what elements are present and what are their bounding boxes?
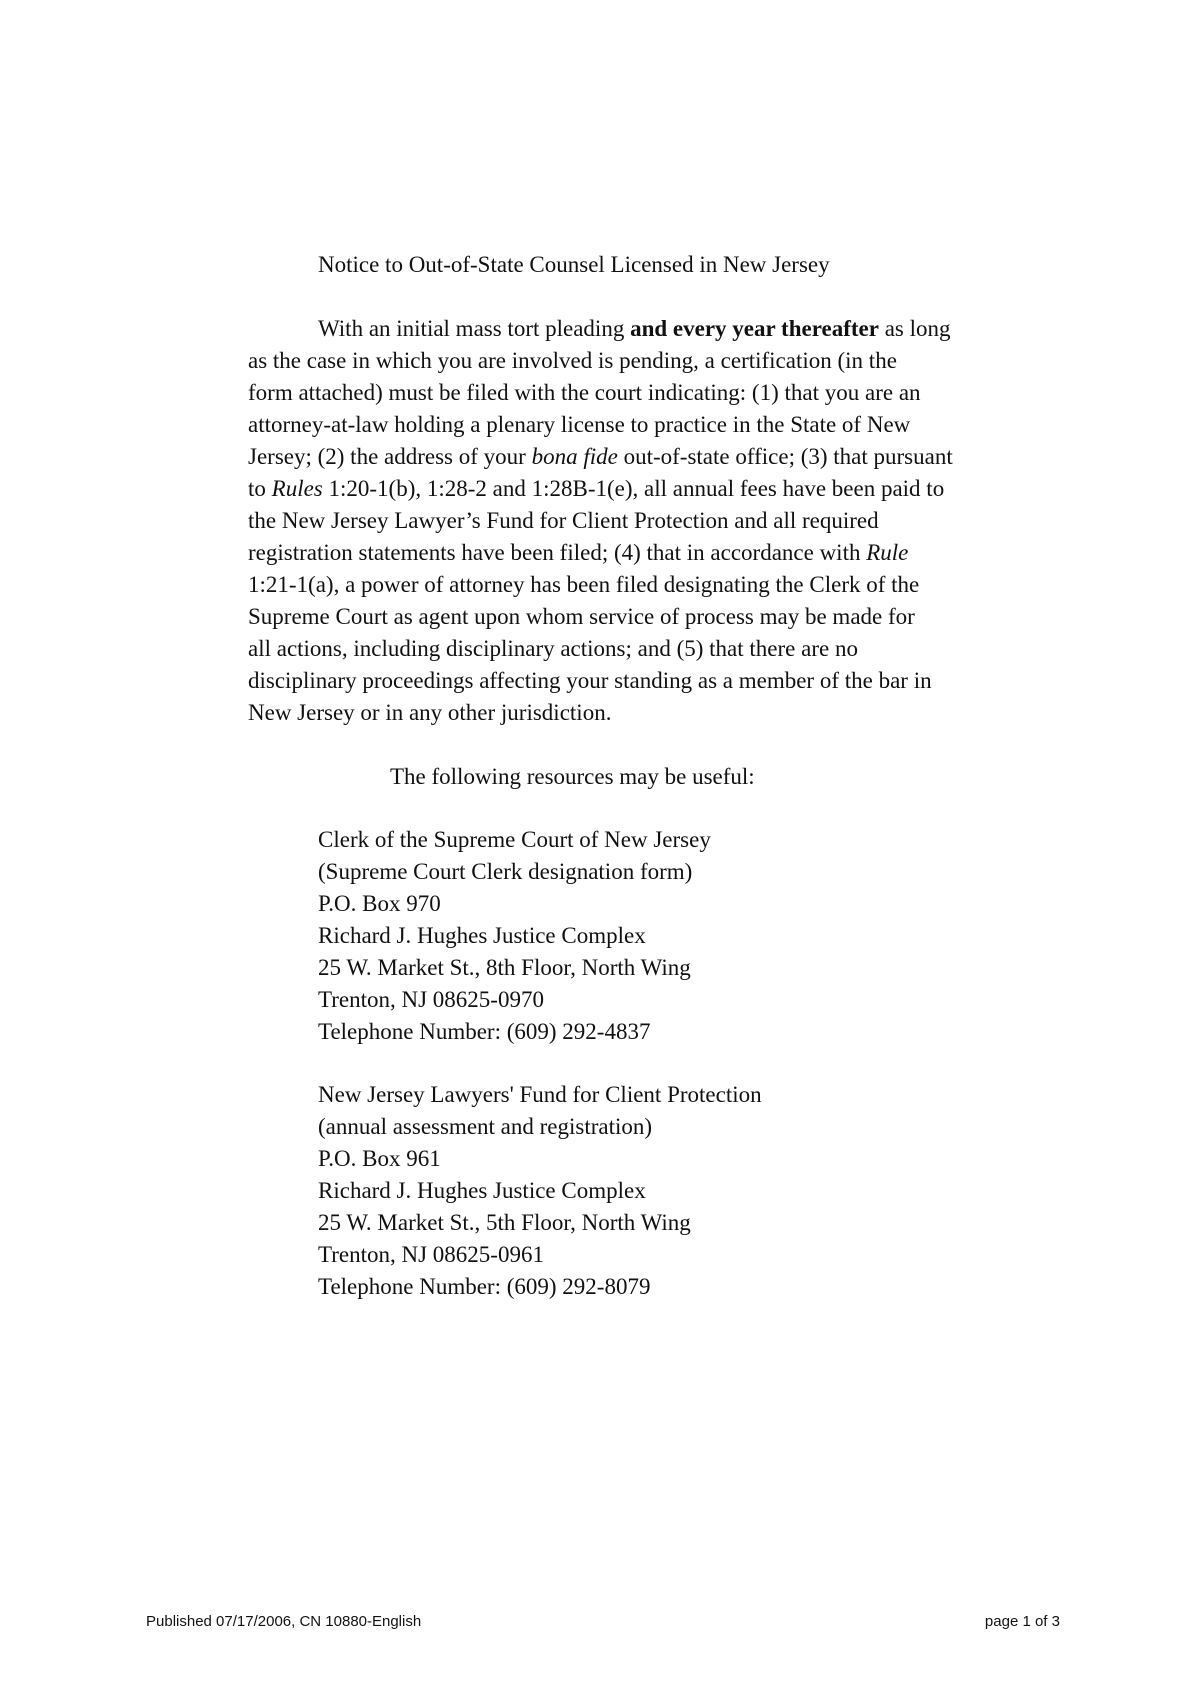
paragraph-line: form attached) must be filed with the court indicating: (1) that you are an	[248, 380, 921, 405]
document-title: Notice to Out-of-State Counsel Licensed in New Jersey	[318, 252, 830, 277]
paragraph-emphasis: and every year thereafter	[630, 316, 879, 341]
paragraph-italic: Rules	[271, 476, 323, 501]
address-block-lawyers-fund	[318, 1079, 762, 1303]
paragraph-line: all actions, including disciplinary actions; and (5) that there are no	[248, 636, 858, 661]
paragraph-line: 1:21-1(a), a power of attorney has been filed designating the Clerk of the	[248, 572, 920, 597]
paragraph-line: the New Jersey Lawyer’s Fund for Client Protection and all required	[248, 508, 879, 533]
paragraph-line	[248, 313, 1038, 345]
address-line: Trenton, NJ 08625-0970	[318, 987, 544, 1012]
address-line: Richard J. Hughes Justice Complex	[318, 1178, 646, 1203]
address-line: P.O. Box 970	[318, 891, 441, 916]
address-block-supreme-court-clerk	[318, 824, 711, 1048]
address-line: P.O. Box 961	[318, 1146, 441, 1171]
paragraph-line: attorney-at-law holding a plenary license to practice in the State of New	[248, 412, 911, 437]
paragraph-text: 1:20-1(b), 1:28-2 and 1:28B-1(e), all annual fees have been paid to	[322, 476, 945, 501]
paragraph-text: out-of-state office; (3) that pursuant	[617, 444, 953, 469]
footer-publication-info: Published 07/17/2006, CN 10880-English	[146, 1613, 422, 1630]
paragraph-text: as long	[878, 316, 951, 341]
paragraph-line: disciplinary proceedings affecting your standing as a member of the bar in	[248, 668, 932, 693]
address-line: 25 W. Market St., 5th Floor, North Wing	[318, 1210, 691, 1235]
paragraph-line	[248, 537, 1038, 569]
resources-intro: The following resources may be useful:	[390, 764, 755, 789]
address-line: Trenton, NJ 08625-0961	[318, 1242, 544, 1267]
paragraph-text: registration statements have been filed; (4) that in accordance with	[248, 540, 867, 565]
address-line: Telephone Number: (609) 292-8079	[318, 1274, 651, 1299]
paragraph-line: New Jersey or in any other jurisdiction.	[248, 700, 612, 725]
address-line: Telephone Number: (609) 292-4837	[318, 1019, 651, 1044]
address-line: (annual assessment and registration)	[318, 1114, 653, 1139]
paragraph-italic: Rule	[866, 540, 909, 565]
paragraph-line	[248, 441, 1038, 473]
paragraph-text: to	[248, 476, 272, 501]
notice-paragraph	[248, 313, 1038, 729]
paragraph-line	[248, 473, 1038, 505]
address-line: Clerk of the Supreme Court of New Jersey	[318, 827, 711, 852]
paragraph-line: as the case in which you are involved is pending, a certification (in the	[248, 348, 897, 373]
address-line: New Jersey Lawyers' Fund for Client Protection	[318, 1082, 762, 1107]
address-line: (Supreme Court Clerk designation form)	[318, 859, 693, 884]
footer-page-number: page 1 of 3	[984, 1613, 1060, 1630]
address-line: 25 W. Market St., 8th Floor, North Wing	[318, 955, 691, 980]
paragraph-text: Jersey; (2) the address of your	[248, 444, 532, 469]
address-line: Richard J. Hughes Justice Complex	[318, 923, 646, 948]
paragraph-line: Supreme Court as agent upon whom service of process may be made for	[248, 604, 915, 629]
paragraph-italic: bona fide	[531, 444, 618, 469]
paragraph-text: With an initial mass tort pleading	[318, 316, 631, 341]
